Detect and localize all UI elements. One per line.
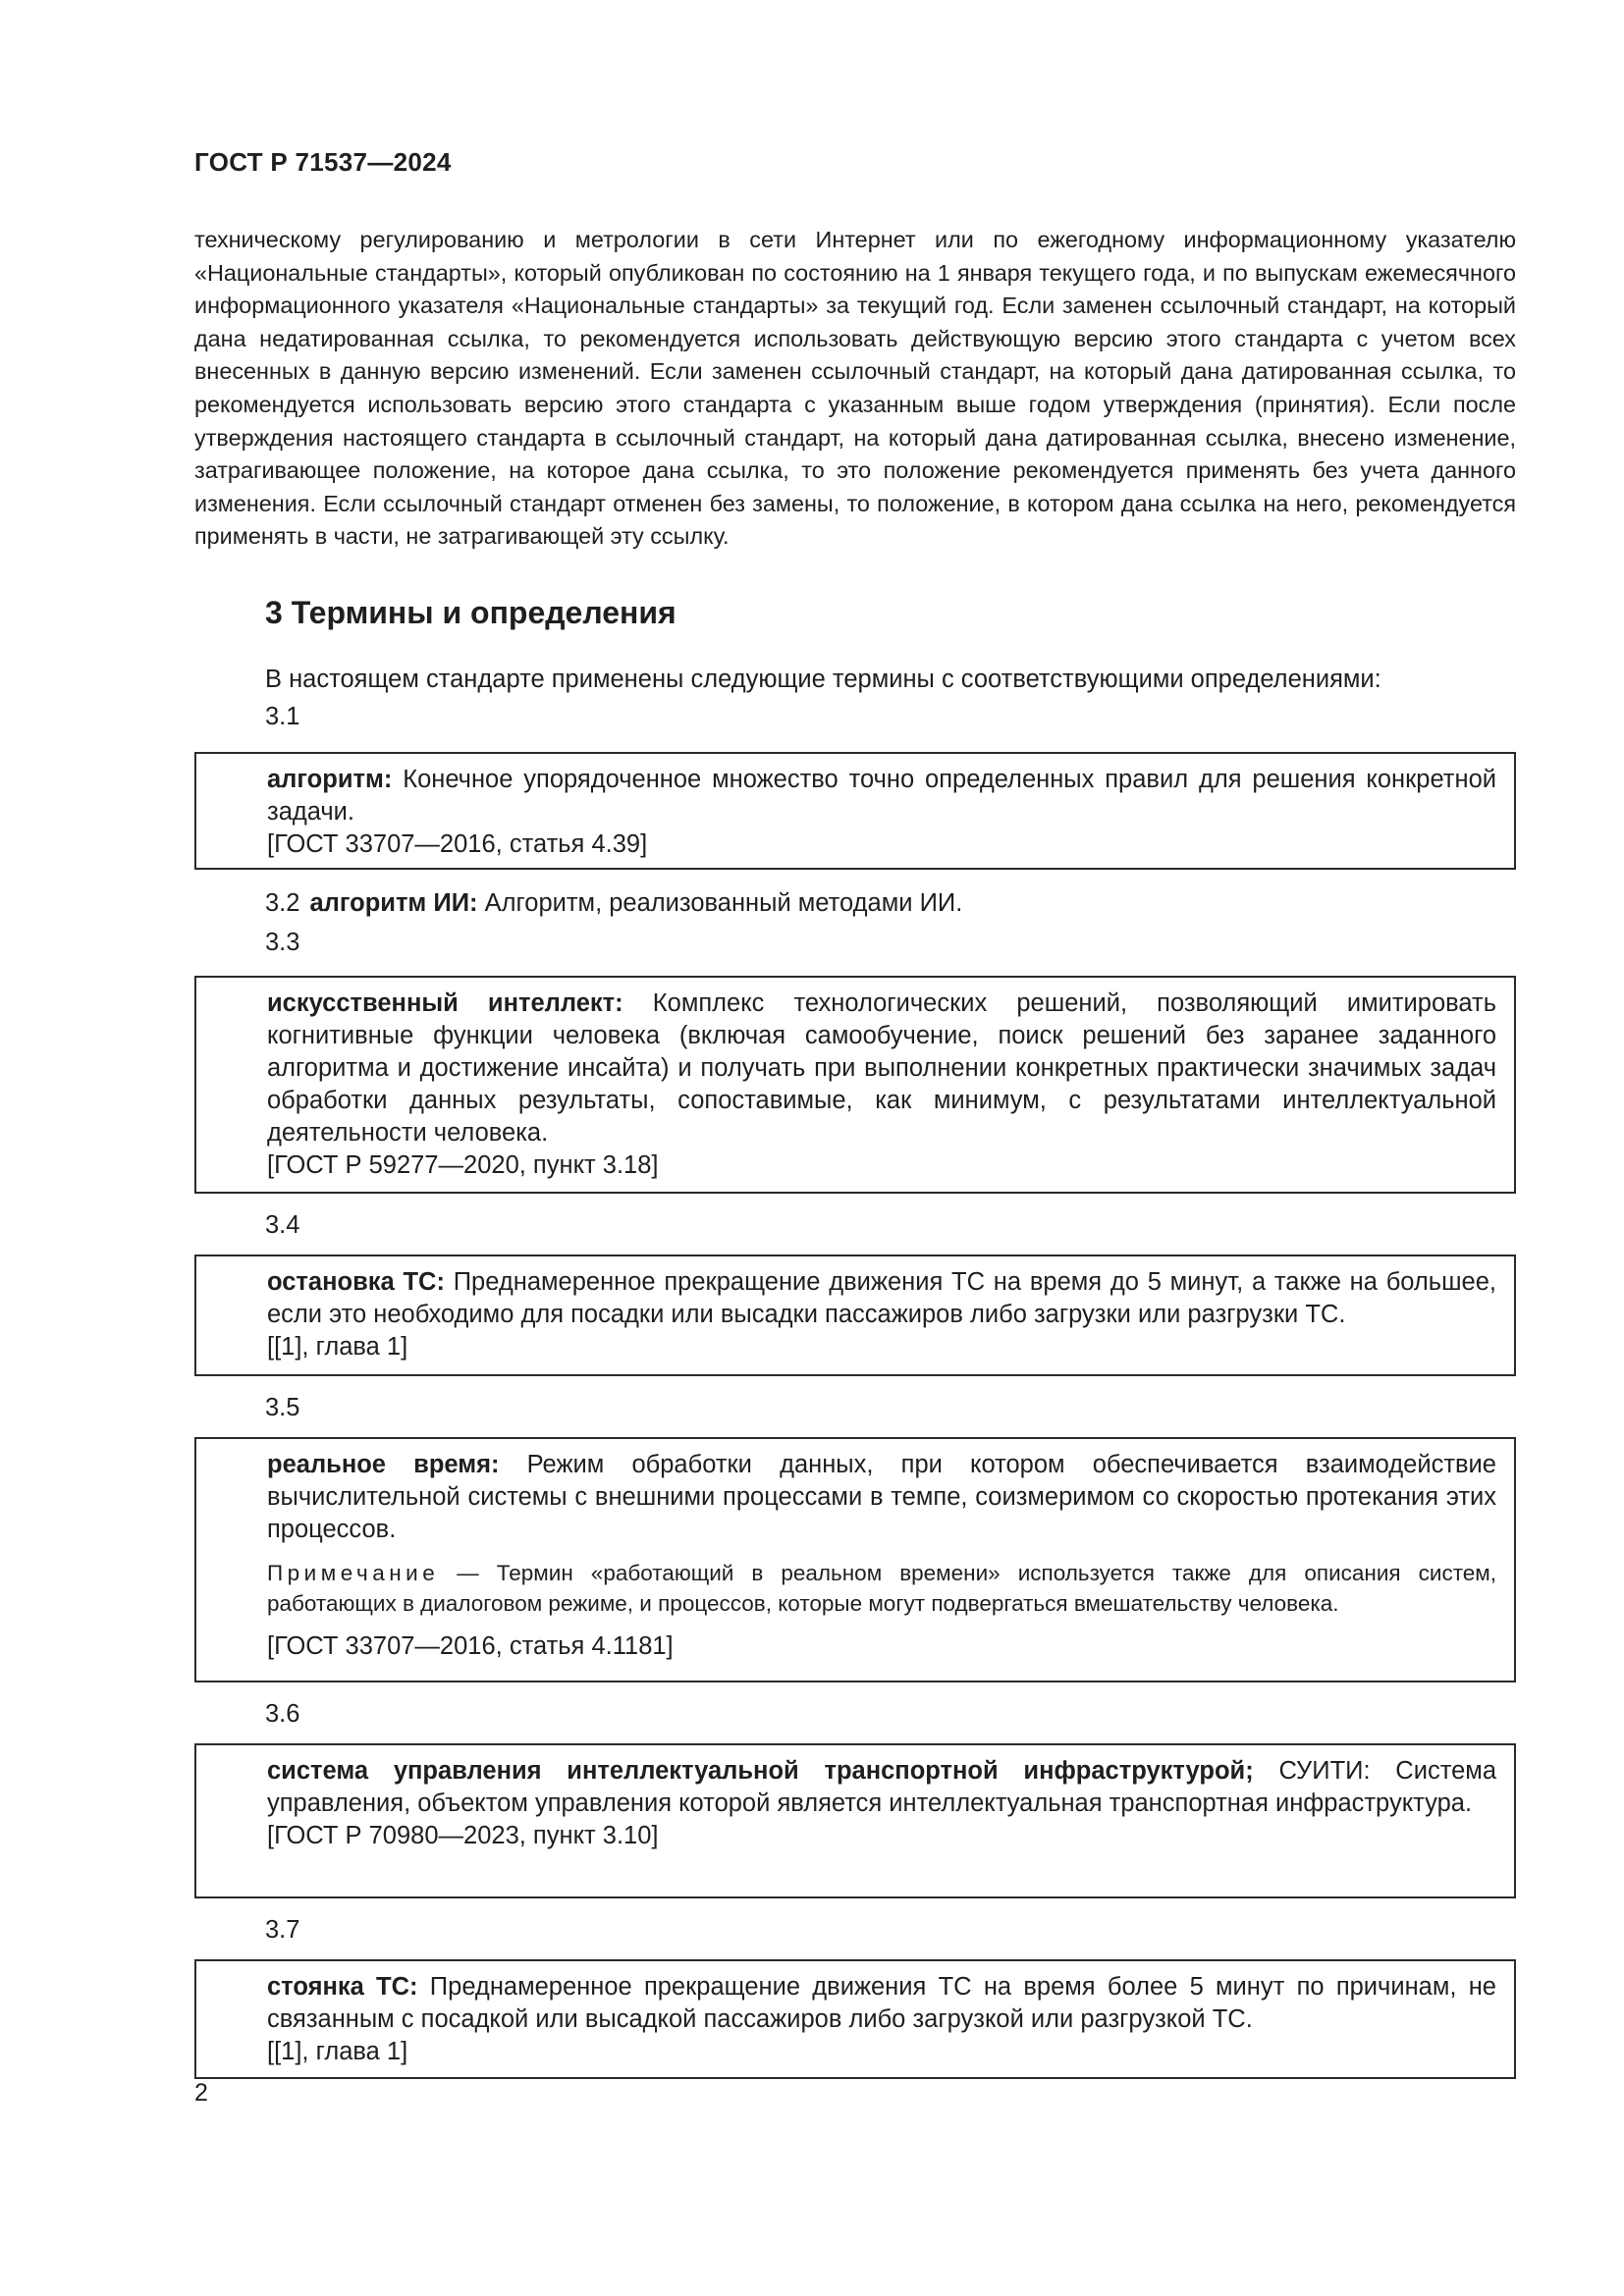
term-definition-text: Алгоритм, реализованный методами ИИ. xyxy=(477,889,963,917)
term-source: [ГОСТ Р 59277—2020, пункт 3.18] xyxy=(267,1151,659,1179)
note-label: Примечание xyxy=(267,1561,440,1585)
term-definition xyxy=(267,1449,1496,1546)
note-text: — Термин «работающий в реальном времени» используется также для описания систем, работающих в диалоговом режиме, и процессов, которые могут подвергаться вмешательству человека. xyxy=(267,1561,1496,1616)
term-number: 3.2 xyxy=(265,889,300,917)
section-title: 3 Термины и определения xyxy=(265,595,677,630)
term-definition-text: СУИТИ: Система управления, объектом управления которой является интеллектуальная транспортная инфраструктура. xyxy=(267,1757,1497,1817)
term-number: 3.3 xyxy=(265,929,300,956)
term-name: алгоритм ИИ: xyxy=(309,889,478,917)
term-source: [ГОСТ Р 70980—2023, пункт 3.10] xyxy=(267,1822,659,1849)
term-name: искусственный интеллект: xyxy=(267,989,623,1017)
term-name: алгоритм: xyxy=(267,766,393,793)
term-box-vehicle-parking xyxy=(194,1959,1516,2079)
term-box-real-time xyxy=(194,1437,1516,1682)
term-name: реальное время: xyxy=(267,1451,500,1478)
term-name: остановка ТС: xyxy=(267,1268,445,1296)
term-definition-text: Режим обработки данных, при котором обеспечивается взаимодействие вычислительной системы с внешними процессами в темпе, соизмеримом со скоростью протекания этих процессов. xyxy=(267,1451,1496,1543)
term-definition-text: Преднамеренное прекращение движения ТС на время до 5 минут, а также на большее, если это необходимо для посадки или высадки пассажиров либо загрузки или разгрузки ТС. xyxy=(267,1268,1496,1328)
term-inline-ai-algorithm xyxy=(265,889,962,918)
term-source: [ГОСТ 33707—2016, статья 4.1181] xyxy=(267,1632,674,1660)
term-source: [[1], глава 1] xyxy=(267,1333,408,1361)
term-source: [ГОСТ 33707—2016, статья 4.39] xyxy=(267,830,648,858)
term-definition xyxy=(267,1266,1496,1331)
term-definition-text: Комплекс технологических решений, позволяющий имитировать когнитивные функции человека (включая самообучение, поиск решений без заранее заданного алгоритма и достижение инсайта) и получать при выполнении конкретных практически значимых задач обработки данных результаты, сопоставимые, как минимум, с результатами интеллектуальной деятельности человека. xyxy=(267,989,1496,1147)
intro-paragraph: техническому регулированию и метрологии в сети Интернет или по ежегодному информационному указателю «Национальные стандарты», который опубликован по состоянию на 1 января текущего года, и по выпускам ежемесячного информационного указателя «Национальные стандарты» за текущий год. Если заменен ссылочный стандарт, на который дана недатированная ссылка, то рекомендуется использовать действующую версию этого стандарта с учетом всех внесенных в данную версию изменений. Если заменен ссылочный стандарт, на который дана датированная ссылка, то рекомендуется использовать версию этого стандарта с указанным выше годом утверждения (принятия). Если после утверждения настоящего стандарта в ссылочный стандарт, на который дана датированная ссылка, внесено изменение, затрагивающее положение, на которое дана ссылка, то это положение рекомендуется применять без учета данного изменения. Если ссылочный стандарт отменен без замены, то положение, в котором дана ссылка на него, рекомендуется применять в части, не затрагивающей эту ссылку. xyxy=(194,227,1516,550)
term-box-artificial-intelligence xyxy=(194,976,1516,1194)
term-number: 3.6 xyxy=(265,1700,300,1728)
term-note xyxy=(267,1558,1496,1619)
term-number: 3.5 xyxy=(265,1394,300,1421)
term-definition xyxy=(267,988,1496,1149)
section-lead: В настоящем стандарте применены следующие термины с соответствующими определениями: xyxy=(265,666,1381,693)
term-definition xyxy=(267,764,1496,828)
term-box-suiti xyxy=(194,1743,1516,1898)
term-definition-text: Преднамеренное прекращение движения ТС на время более 5 минут по причинам, не связанным с посадкой или высадкой пассажиров либо загрузкой или разгрузкой ТС. xyxy=(267,1973,1496,2033)
term-name: стоянка ТС: xyxy=(267,1973,418,2001)
term-box-vehicle-stop xyxy=(194,1255,1516,1376)
document-header: ГОСТ Р 71537—2024 xyxy=(194,147,452,177)
term-name: система управления интеллектуальной транспортной инфраструктурой; xyxy=(267,1757,1254,1785)
term-definition xyxy=(267,1971,1496,2036)
page-number: 2 xyxy=(194,2079,208,2107)
term-number: 3.4 xyxy=(265,1211,300,1239)
term-number: 3.7 xyxy=(265,1916,300,1944)
term-number: 3.1 xyxy=(265,703,300,730)
term-definition-text: Конечное упорядоченное множество точно определенных правил для решения конкретной задачи. xyxy=(267,766,1496,826)
term-definition xyxy=(267,1755,1496,1820)
term-box-algorithm xyxy=(194,752,1516,870)
term-source: [[1], глава 1] xyxy=(267,2038,408,2065)
